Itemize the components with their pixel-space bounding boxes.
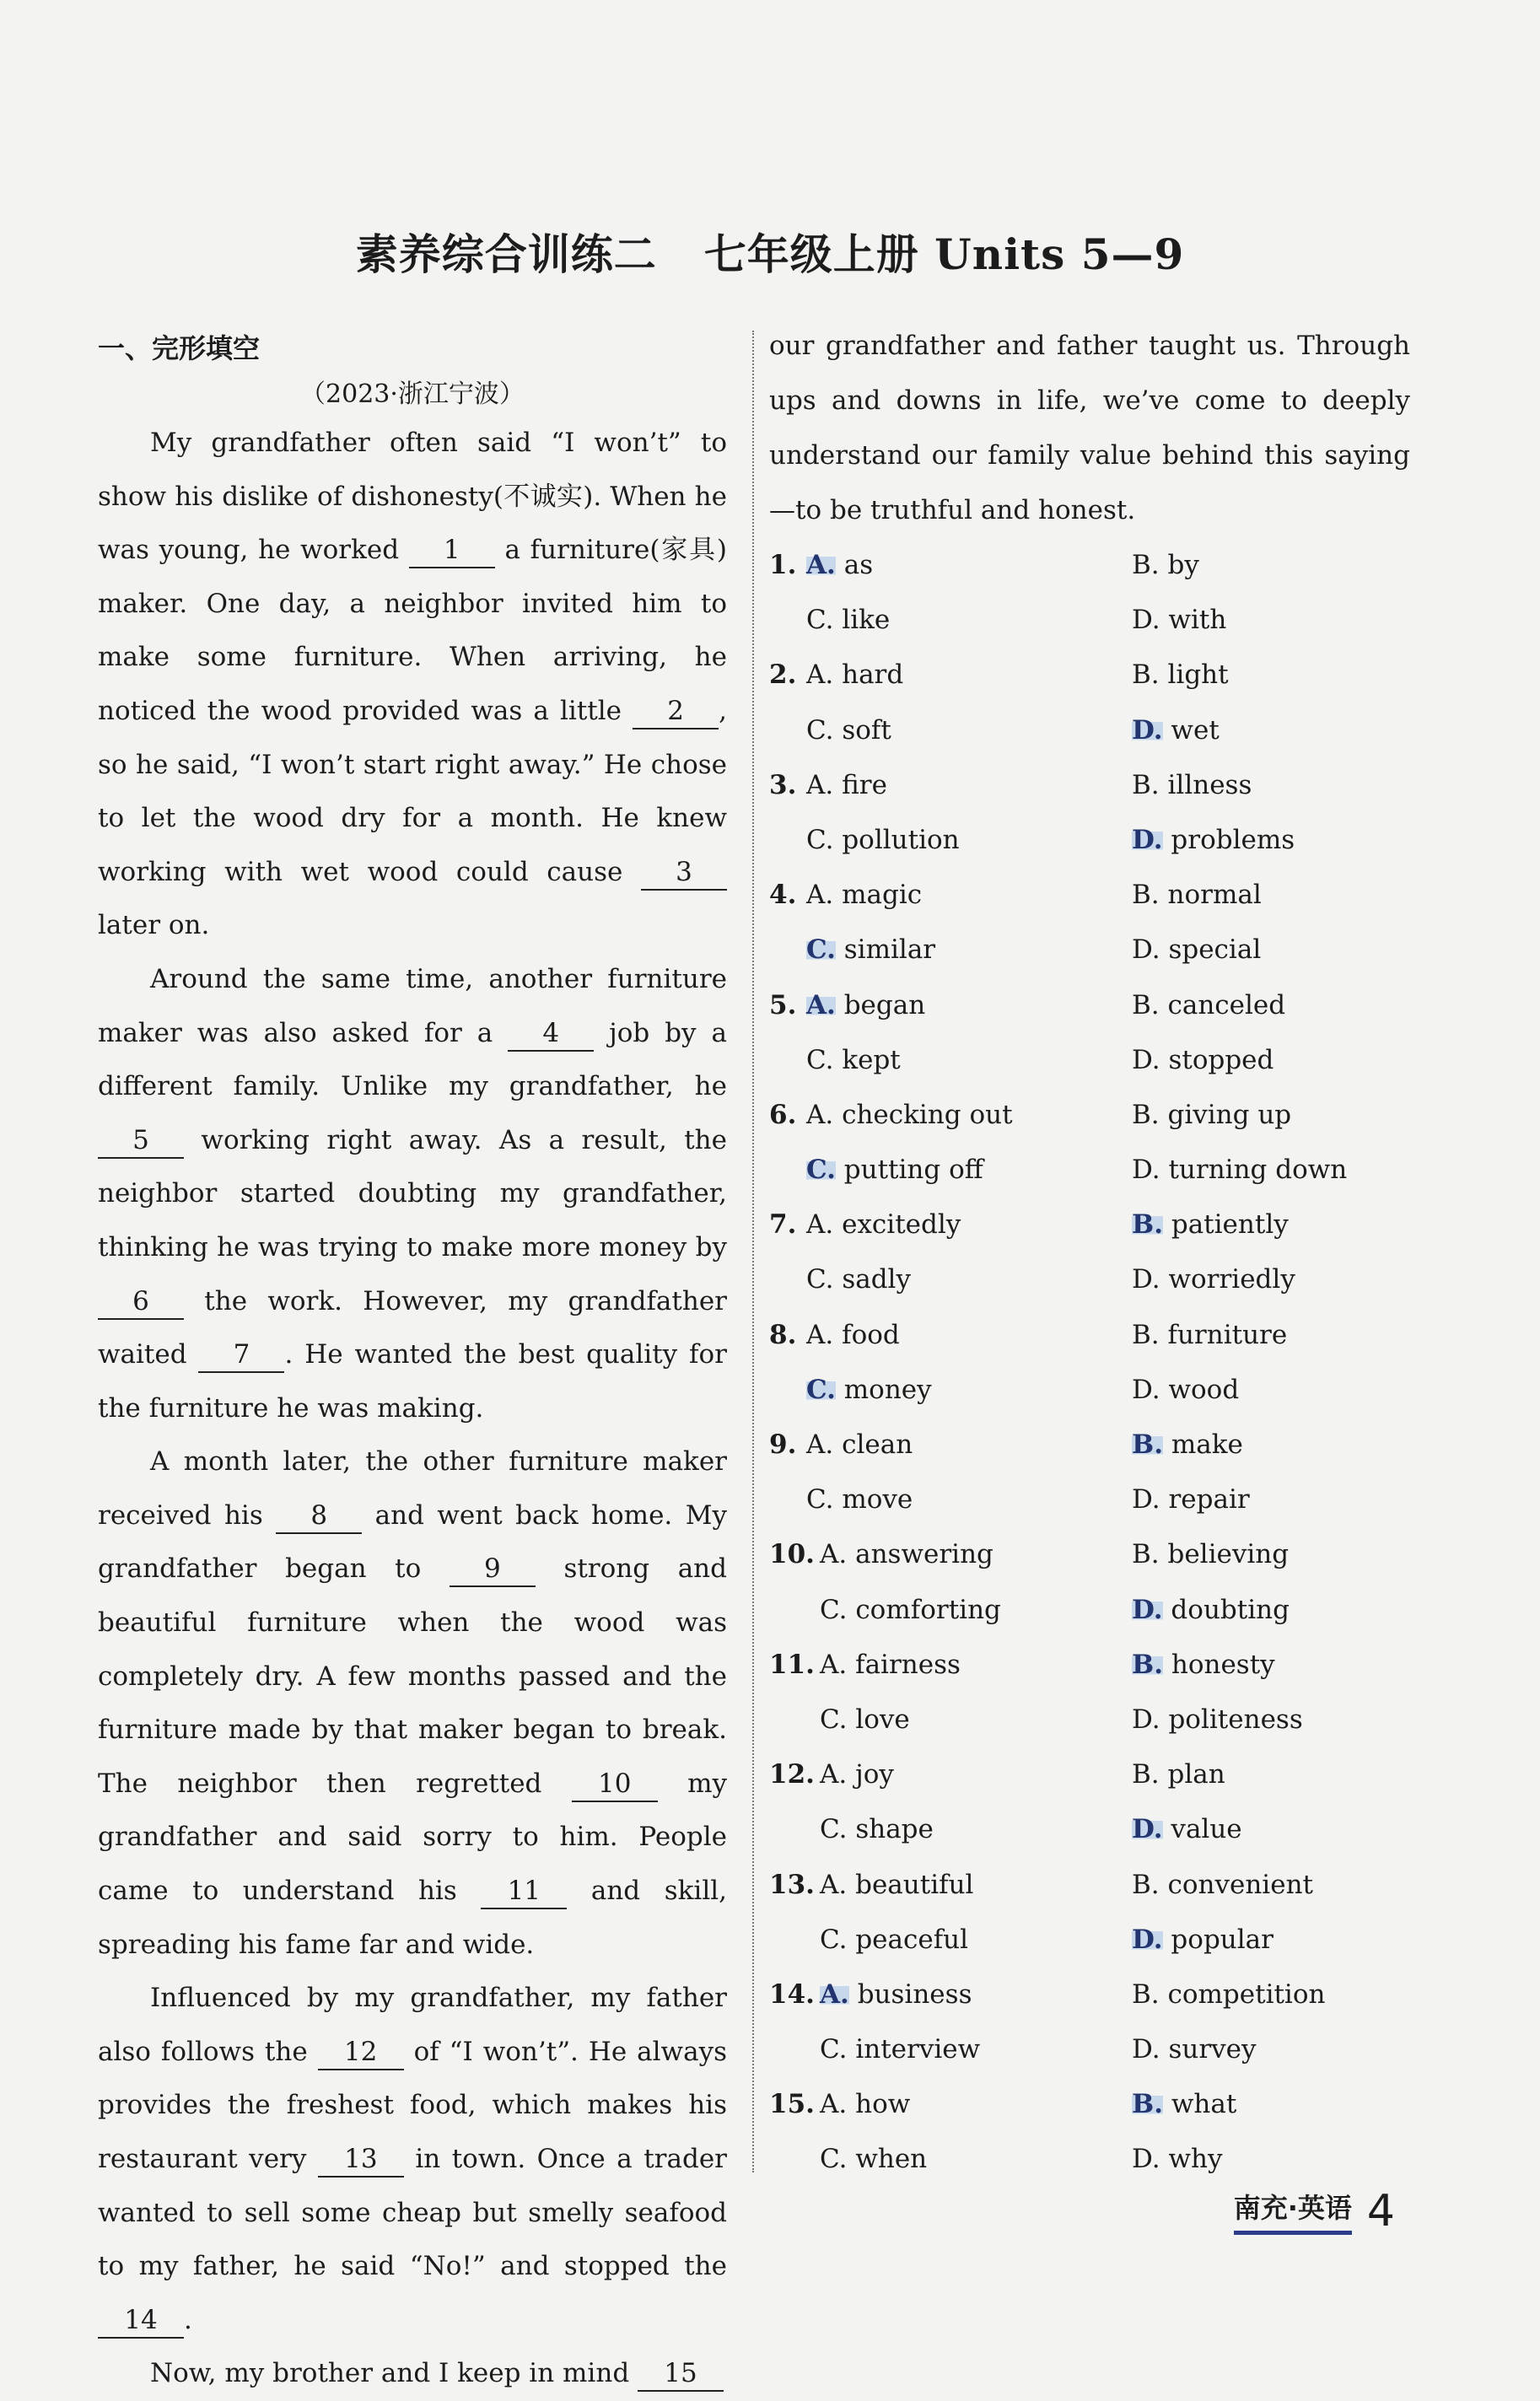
option-text: canceled bbox=[1159, 989, 1286, 1020]
question-number: 7. bbox=[769, 1209, 797, 1241]
option-letter: D. bbox=[1132, 2144, 1160, 2175]
option-text: make bbox=[1163, 1429, 1243, 1460]
option-b bbox=[1132, 2077, 1236, 2132]
option-c bbox=[820, 1913, 968, 1968]
option-a bbox=[806, 648, 903, 703]
question-list bbox=[769, 538, 1410, 2188]
option-text: checking out bbox=[833, 1099, 1013, 1130]
option-a bbox=[820, 1858, 973, 1913]
passage-column bbox=[98, 327, 727, 2401]
option-letter: D. bbox=[1132, 1924, 1163, 1955]
option-letter: C. bbox=[820, 1924, 848, 1955]
option-text: repair bbox=[1160, 1484, 1250, 1515]
option-d bbox=[1132, 923, 1261, 977]
question-row bbox=[769, 1968, 1410, 2022]
option-d bbox=[1132, 593, 1226, 648]
blank-1: 1 bbox=[409, 533, 495, 568]
option-c bbox=[820, 2132, 927, 2187]
question-row bbox=[769, 1527, 1410, 1582]
option-text: popular bbox=[1162, 1924, 1273, 1955]
option-d bbox=[1132, 1913, 1273, 1968]
title-main: 素养综合训练二 bbox=[355, 229, 657, 279]
option-text: convenient bbox=[1159, 1869, 1313, 1900]
option-letter: D. bbox=[1132, 1814, 1163, 1845]
blank-15: 15 bbox=[638, 2356, 724, 2392]
option-letter: B. bbox=[1132, 1869, 1160, 1900]
option-letter: C. bbox=[806, 934, 836, 966]
option-letter: D. bbox=[1132, 714, 1163, 746]
question-row bbox=[769, 1418, 1410, 1472]
option-letter: D. bbox=[1132, 1704, 1160, 1735]
option-letter: A. bbox=[806, 989, 836, 1020]
option-text: peaceful bbox=[847, 1924, 969, 1955]
paragraph-5: Now, my brother and I keep in mind 15 bbox=[98, 2347, 727, 2401]
option-text: light bbox=[1159, 659, 1229, 691]
blank-6: 6 bbox=[98, 1284, 184, 1320]
option-d bbox=[1132, 1802, 1242, 1857]
option-letter: A. bbox=[820, 1649, 848, 1680]
question-row bbox=[769, 703, 1410, 758]
option-letter: B. bbox=[1132, 1319, 1160, 1350]
option-text: by bbox=[1159, 550, 1199, 580]
blank-2: 2 bbox=[633, 694, 719, 729]
option-letter: B. bbox=[1132, 1978, 1160, 2010]
option-text: why bbox=[1160, 2144, 1223, 2175]
section-heading: 一、完形填空 bbox=[98, 332, 261, 364]
question-row bbox=[769, 1143, 1410, 1198]
option-a bbox=[820, 1747, 894, 1802]
option-letter: A. bbox=[806, 550, 836, 580]
option-text: giving up bbox=[1159, 1099, 1292, 1130]
option-letter: A. bbox=[820, 1978, 849, 2010]
blank-11: 11 bbox=[481, 1874, 567, 1909]
option-text: shape bbox=[847, 1814, 934, 1845]
question-row bbox=[769, 868, 1410, 923]
option-c bbox=[820, 2022, 980, 2077]
paragraph-3: A month later, the other furniture maker received his 8 and went back home. My grandfather began to 9 strong and beautiful furniture when the wood was completely dry. A few months passed and the furniture made by that maker began to break. The neighbor then regretted 10 my grandfather and said sorry to him. People came to understand his 11 and skill, spreading his fame far and wide. bbox=[98, 1446, 728, 1960]
question-number: 11. bbox=[769, 1649, 815, 1680]
question-row bbox=[769, 923, 1410, 977]
option-letter: D. bbox=[1132, 605, 1160, 636]
option-text: stopped bbox=[1160, 1044, 1274, 1075]
question-row bbox=[769, 758, 1410, 813]
blank-7: 7 bbox=[198, 1338, 284, 1373]
option-c bbox=[806, 593, 890, 648]
option-letter: D. bbox=[1132, 2034, 1160, 2065]
question-row bbox=[769, 2077, 1410, 2132]
option-letter: C. bbox=[806, 1155, 836, 1186]
blank-14: 14 bbox=[98, 2303, 184, 2339]
answer-column bbox=[769, 319, 1410, 2188]
option-letter: A. bbox=[820, 1869, 848, 1900]
question-row bbox=[769, 1583, 1410, 1638]
option-text: move bbox=[833, 1484, 913, 1515]
option-letter: D. bbox=[1132, 1374, 1160, 1405]
option-a bbox=[806, 978, 925, 1033]
option-text: wood bbox=[1160, 1374, 1240, 1405]
question-row bbox=[769, 1033, 1410, 1088]
option-b bbox=[1132, 1308, 1287, 1363]
blank-10: 10 bbox=[572, 1767, 658, 1802]
option-a bbox=[806, 1198, 961, 1252]
option-letter: B. bbox=[1132, 1759, 1160, 1790]
option-letter: A. bbox=[806, 1319, 834, 1350]
paragraph-1: My grandfather often said “I won’t” to show his dislike of dishonesty(不诚实). When he was young, he worked 1 a furniture(家具) maker. One day, a neighbor invited him to make some furniture. When arriving, he noticed the wood provided was a little 2 , so he said, “I won’t start right away.” He chose to let the wood dry for a month. He knew working with wet wood could cause 3 later on. bbox=[98, 428, 728, 941]
option-text: doubting bbox=[1162, 1594, 1290, 1625]
option-letter: C. bbox=[820, 2034, 848, 2065]
option-c bbox=[806, 923, 935, 977]
option-letter: A. bbox=[820, 1759, 848, 1790]
question-number: 8. bbox=[769, 1319, 797, 1350]
column-divider bbox=[752, 331, 754, 2172]
passage-source: （2023·浙江宁波） bbox=[300, 380, 525, 409]
option-letter: A. bbox=[820, 1539, 848, 1570]
option-letter: B. bbox=[1132, 550, 1160, 580]
question-number: 5. bbox=[769, 989, 797, 1020]
option-text: normal bbox=[1159, 880, 1262, 911]
option-letter: B. bbox=[1132, 1539, 1160, 1570]
option-text: turning down bbox=[1160, 1155, 1348, 1186]
option-text: how bbox=[847, 2089, 911, 2120]
option-text: hard bbox=[833, 659, 904, 691]
option-text: interview bbox=[847, 2034, 981, 2065]
question-row bbox=[769, 1472, 1410, 1527]
option-c bbox=[806, 1252, 911, 1307]
blank-4: 4 bbox=[508, 1016, 594, 1052]
question-number: 10. bbox=[769, 1539, 815, 1570]
option-letter: B. bbox=[1132, 659, 1160, 691]
question-row bbox=[769, 538, 1410, 593]
option-text: kept bbox=[833, 1044, 901, 1075]
option-text: sadly bbox=[833, 1264, 911, 1295]
question-number: 2. bbox=[769, 659, 797, 691]
question-number: 15. bbox=[769, 2089, 815, 2120]
page-footer bbox=[1234, 2184, 1395, 2235]
option-text: problems bbox=[1162, 824, 1295, 855]
option-letter: D. bbox=[1132, 1594, 1163, 1625]
option-letter: B. bbox=[1132, 769, 1160, 800]
question-number: 1. bbox=[769, 550, 797, 580]
page-number: 4 bbox=[1366, 2186, 1395, 2237]
option-a bbox=[820, 2077, 910, 2132]
option-text: excitedly bbox=[833, 1209, 961, 1241]
option-a bbox=[820, 1638, 961, 1693]
question-row bbox=[769, 1088, 1410, 1143]
option-text: illness bbox=[1159, 769, 1252, 800]
blank-8: 8 bbox=[276, 1499, 362, 1534]
question-row bbox=[769, 1747, 1410, 1802]
blank-12: 12 bbox=[318, 2035, 404, 2070]
option-b bbox=[1132, 868, 1262, 923]
option-letter: A. bbox=[806, 1209, 834, 1241]
question-number: 3. bbox=[769, 769, 797, 800]
option-text: survey bbox=[1160, 2034, 1257, 2065]
question-number: 13. bbox=[769, 1869, 815, 1900]
option-letter: C. bbox=[806, 605, 834, 636]
option-letter: D. bbox=[1132, 1155, 1160, 1186]
option-text: fire bbox=[833, 769, 887, 800]
option-text: furniture bbox=[1159, 1319, 1288, 1350]
option-text: began bbox=[835, 989, 926, 1020]
option-letter: C. bbox=[820, 1814, 848, 1845]
paragraph-2: Around the same time, another furniture maker was also asked for a 4 job by a different family. Unlike my grandfather, he 5 working right away. As a result, the neighbor started doubting my grandfather, thinking he was trying to make more money by 6 the work. However, my grandfather waited 7 . He wanted the best quality for the furniture he was making. bbox=[98, 963, 728, 1424]
question-row bbox=[769, 648, 1410, 703]
option-c bbox=[806, 1472, 913, 1527]
option-b bbox=[1132, 648, 1229, 703]
option-letter: A. bbox=[806, 1429, 834, 1460]
option-letter: D. bbox=[1132, 934, 1160, 966]
question-row bbox=[769, 1198, 1410, 1252]
question-row bbox=[769, 593, 1410, 648]
option-c bbox=[806, 1033, 901, 1088]
option-d bbox=[1132, 1583, 1290, 1638]
question-row bbox=[769, 978, 1410, 1033]
option-b bbox=[1132, 1418, 1243, 1472]
option-c bbox=[820, 1583, 1001, 1638]
option-a bbox=[820, 1527, 993, 1582]
option-text: fairness bbox=[847, 1649, 961, 1680]
option-text: pollution bbox=[833, 824, 960, 855]
option-c bbox=[820, 1693, 910, 1747]
question-number: 14. bbox=[769, 1978, 815, 2010]
option-letter: C. bbox=[806, 714, 834, 746]
option-c bbox=[806, 813, 960, 868]
option-d bbox=[1132, 1363, 1239, 1418]
option-a bbox=[806, 1088, 1013, 1143]
option-letter: A. bbox=[806, 769, 834, 800]
page-title bbox=[0, 221, 1540, 282]
option-letter: B. bbox=[1132, 1099, 1160, 1130]
option-a bbox=[806, 1418, 913, 1472]
option-letter: C. bbox=[806, 1484, 834, 1515]
blank-13: 13 bbox=[318, 2142, 404, 2178]
option-c bbox=[820, 1802, 934, 1857]
question-row bbox=[769, 2132, 1410, 2187]
option-b bbox=[1132, 1088, 1291, 1143]
option-text: answering bbox=[847, 1539, 993, 1570]
question-row bbox=[769, 1252, 1410, 1307]
option-c bbox=[806, 1363, 932, 1418]
option-text: joy bbox=[847, 1759, 894, 1790]
option-letter: B. bbox=[1132, 880, 1160, 911]
option-c bbox=[806, 703, 891, 758]
option-letter: A. bbox=[806, 1099, 834, 1130]
option-a bbox=[806, 868, 922, 923]
option-letter: D. bbox=[1132, 1044, 1160, 1075]
question-number: 6. bbox=[769, 1099, 797, 1130]
question-row bbox=[769, 1913, 1410, 1968]
option-text: what bbox=[1163, 2089, 1237, 2120]
option-text: with bbox=[1160, 605, 1227, 636]
option-text: clean bbox=[833, 1429, 913, 1460]
option-text: similar bbox=[835, 934, 936, 966]
option-letter: B. bbox=[1132, 989, 1160, 1020]
option-b bbox=[1132, 1968, 1325, 2022]
question-row bbox=[769, 1638, 1410, 1693]
blank-3: 3 bbox=[641, 855, 727, 891]
question-row bbox=[769, 1693, 1410, 1747]
option-letter: D. bbox=[1132, 1484, 1160, 1515]
option-letter: C. bbox=[820, 2144, 848, 2175]
option-text: beautiful bbox=[847, 1869, 974, 1900]
option-letter: B. bbox=[1132, 1429, 1163, 1460]
option-letter: A. bbox=[806, 880, 834, 911]
option-letter: C. bbox=[820, 1594, 848, 1625]
option-d bbox=[1132, 1252, 1295, 1307]
option-b bbox=[1132, 1638, 1275, 1693]
option-d bbox=[1132, 813, 1295, 868]
option-letter: A. bbox=[806, 659, 834, 691]
option-b bbox=[1132, 1527, 1289, 1582]
option-text: plan bbox=[1159, 1759, 1225, 1790]
option-letter: B. bbox=[1132, 2089, 1163, 2120]
option-text: food bbox=[833, 1319, 900, 1350]
option-letter: D. bbox=[1132, 1264, 1160, 1295]
option-text: honesty bbox=[1163, 1649, 1275, 1680]
question-row bbox=[769, 2022, 1410, 2077]
question-number: 12. bbox=[769, 1759, 815, 1790]
paragraph-5-continued: our grandfather and father taught us. Through ups and downs in life, we’ve come to deeply understand our family value behind this saying—to be truthful and honest. bbox=[769, 331, 1410, 525]
paragraph-4: Influenced by my grandfather, my father also follows the 12 of “I won’t”. He always provides the freshest food, which makes his restaurant very 13 in town. Once a trader wanted to sell some cheap but smelly seafood to my father, he said “No!” and stopped the 14 . bbox=[98, 1972, 727, 2347]
option-text: patiently bbox=[1163, 1209, 1289, 1241]
option-d bbox=[1132, 2132, 1222, 2187]
footer-label: 南充·英语 bbox=[1234, 2187, 1352, 2235]
option-text: as bbox=[835, 550, 874, 580]
option-text: love bbox=[847, 1704, 910, 1735]
option-d bbox=[1132, 1143, 1347, 1198]
option-text: magic bbox=[833, 880, 923, 911]
option-text: believing bbox=[1159, 1539, 1290, 1570]
question-number: 9. bbox=[769, 1429, 797, 1460]
title-sub: 七年级上册 Units 5—9 bbox=[703, 229, 1185, 279]
option-text: value bbox=[1162, 1814, 1242, 1845]
option-text: putting off bbox=[835, 1155, 983, 1186]
option-letter: C. bbox=[820, 1704, 848, 1735]
option-letter: A. bbox=[820, 2089, 848, 2120]
question-row bbox=[769, 1308, 1410, 1363]
option-text: when bbox=[847, 2144, 928, 2175]
option-text: money bbox=[835, 1374, 932, 1405]
option-text: comforting bbox=[847, 1594, 1001, 1625]
blank-5: 5 bbox=[98, 1123, 184, 1159]
option-d bbox=[1132, 1472, 1250, 1527]
option-text: like bbox=[833, 605, 891, 636]
option-text: business bbox=[848, 1978, 972, 2010]
option-b bbox=[1132, 758, 1252, 813]
option-b bbox=[1132, 538, 1199, 593]
option-a bbox=[806, 538, 873, 593]
option-text: special bbox=[1160, 934, 1262, 966]
option-a bbox=[806, 758, 887, 813]
blank-9: 9 bbox=[450, 1552, 536, 1587]
question-row bbox=[769, 1363, 1410, 1418]
option-b bbox=[1132, 1747, 1225, 1802]
option-c bbox=[806, 1143, 983, 1198]
question-row bbox=[769, 1858, 1410, 1913]
option-letter: C. bbox=[806, 824, 834, 855]
option-text: politeness bbox=[1160, 1704, 1303, 1735]
option-letter: B. bbox=[1132, 1649, 1163, 1680]
option-d bbox=[1132, 1693, 1303, 1747]
option-text: soft bbox=[833, 714, 891, 746]
option-b bbox=[1132, 978, 1285, 1033]
option-letter: B. bbox=[1132, 1209, 1163, 1241]
option-d bbox=[1132, 703, 1220, 758]
question-row bbox=[769, 813, 1410, 868]
option-a bbox=[820, 1968, 972, 2022]
option-text: wet bbox=[1162, 714, 1220, 746]
question-row bbox=[769, 1802, 1410, 1857]
question-number: 4. bbox=[769, 880, 797, 911]
option-letter: C. bbox=[806, 1044, 834, 1075]
option-d bbox=[1132, 1033, 1273, 1088]
option-b bbox=[1132, 1198, 1289, 1252]
option-letter: D. bbox=[1132, 824, 1163, 855]
option-d bbox=[1132, 2022, 1257, 2077]
option-a bbox=[806, 1308, 900, 1363]
option-text: worriedly bbox=[1160, 1264, 1295, 1295]
option-letter: C. bbox=[806, 1264, 834, 1295]
option-text: competition bbox=[1159, 1978, 1326, 2010]
option-b bbox=[1132, 1858, 1313, 1913]
option-letter: C. bbox=[806, 1374, 836, 1405]
